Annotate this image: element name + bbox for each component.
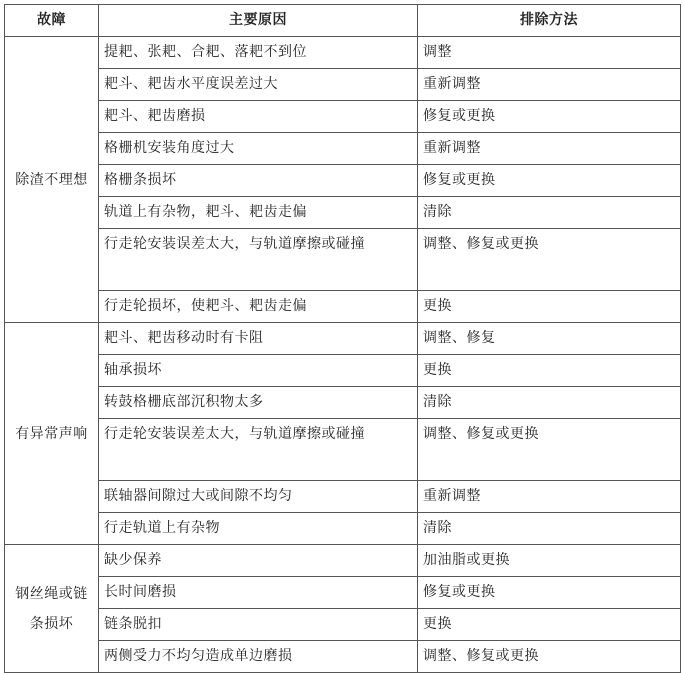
fix-cell: 调整、修复或更换 — [418, 229, 681, 291]
fault-cell: 除渣不理想 — [5, 37, 99, 323]
fix-cell: 加油脂或更换 — [418, 545, 681, 577]
fix-cell: 清除 — [418, 387, 681, 419]
fault-cell: 有异常声响 — [5, 323, 99, 545]
cause-cell: 行走轮安装误差太大，与轨道摩擦或碰撞 — [99, 419, 418, 481]
cause-cell: 转鼓格栅底部沉积物太多 — [99, 387, 418, 419]
fix-cell: 调整、修复或更换 — [418, 641, 681, 673]
fix-cell: 清除 — [418, 197, 681, 229]
table-row — [5, 641, 681, 673]
cause-cell: 耙斗、耙齿水平度误差过大 — [99, 69, 418, 101]
troubleshooting-table — [4, 4, 681, 673]
cause-cell: 行走轮安装误差太大，与轨道摩擦或碰撞 — [99, 229, 418, 291]
cause-cell: 轴承损坏 — [99, 355, 418, 387]
cause-cell: 行走轨道上有杂物 — [99, 513, 418, 545]
table-row — [5, 101, 681, 133]
fix-cell: 重新调整 — [418, 133, 681, 165]
fix-cell: 调整、修复 — [418, 323, 681, 355]
table-row — [5, 229, 681, 291]
header-fault: 故障 — [5, 5, 99, 37]
fix-cell: 更换 — [418, 609, 681, 641]
table-row — [5, 291, 681, 323]
header-fix: 排除方法 — [418, 5, 681, 37]
fix-cell: 修复或更换 — [418, 101, 681, 133]
cause-cell: 耙斗、耙齿磨损 — [99, 101, 418, 133]
table-row — [5, 133, 681, 165]
table-row — [5, 37, 681, 69]
table-row — [5, 323, 681, 355]
fix-cell: 重新调整 — [418, 481, 681, 513]
fix-cell: 重新调整 — [418, 69, 681, 101]
table-row — [5, 165, 681, 197]
table-row — [5, 513, 681, 545]
fix-cell: 更换 — [418, 355, 681, 387]
cause-cell: 耙斗、耙齿移动时有卡阻 — [99, 323, 418, 355]
table-row — [5, 69, 681, 101]
table-row — [5, 481, 681, 513]
fix-cell: 清除 — [418, 513, 681, 545]
cause-cell: 两侧受力不均匀造成单边磨损 — [99, 641, 418, 673]
fault-cell: 钢丝绳或链条损坏 — [5, 545, 99, 673]
cause-cell: 格栅机安装角度过大 — [99, 133, 418, 165]
table-row — [5, 419, 681, 481]
fix-cell: 修复或更换 — [418, 577, 681, 609]
cause-cell: 长时间磨损 — [99, 577, 418, 609]
cause-cell: 联轴器间隙过大或间隙不均匀 — [99, 481, 418, 513]
table-row — [5, 545, 681, 577]
table-row — [5, 609, 681, 641]
cause-cell: 格栅条损坏 — [99, 165, 418, 197]
fix-cell: 修复或更换 — [418, 165, 681, 197]
cause-cell: 提耙、张耙、合耙、落耙不到位 — [99, 37, 418, 69]
table-row — [5, 355, 681, 387]
cause-cell: 缺少保养 — [99, 545, 418, 577]
cause-cell: 行走轮损坏，使耙斗、耙齿走偏 — [99, 291, 418, 323]
fix-cell: 更换 — [418, 291, 681, 323]
cause-cell: 轨道上有杂物，耙斗、耙齿走偏 — [99, 197, 418, 229]
fix-cell: 调整 — [418, 37, 681, 69]
table-row — [5, 577, 681, 609]
header-cause: 主要原因 — [99, 5, 418, 37]
header-row — [5, 5, 681, 37]
cause-cell: 链条脱扣 — [99, 609, 418, 641]
table-row — [5, 387, 681, 419]
fix-cell: 调整、修复或更换 — [418, 419, 681, 481]
table-row — [5, 197, 681, 229]
